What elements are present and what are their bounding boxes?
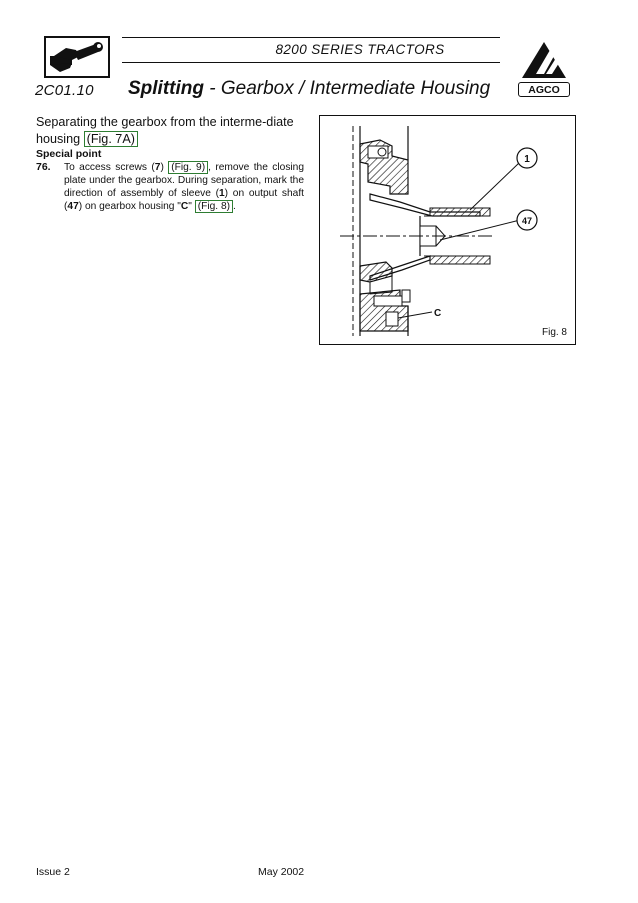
- shaft-ref: 47: [67, 201, 79, 212]
- step-text-part: , remove the closing plate under the gearbox. During separation, mark the direction of assembly of sleeve (: [64, 162, 305, 199]
- fig-7a-reference[interactable]: (Fig. 7A): [84, 131, 138, 147]
- intro-paragraph: [36, 114, 301, 148]
- intro-text: Separating the gearbox from the interme-diate housing: [36, 115, 294, 146]
- figure-caption: Fig. 8: [541, 327, 567, 338]
- callout-c: C: [434, 308, 442, 319]
- header-rule-top: [122, 37, 500, 38]
- footer-date: May 2002: [258, 866, 305, 878]
- figure-8: [319, 115, 576, 345]
- step-number: 76.: [36, 161, 51, 173]
- header-rule-bottom: [122, 62, 500, 63]
- callout-1: 1: [524, 154, 530, 165]
- fig-9-reference[interactable]: (Fig. 9): [168, 161, 208, 174]
- step-text-part: ) on gearbox housing ": [78, 201, 181, 212]
- agco-logo-text: AGCO: [518, 82, 570, 97]
- gearbox-drawing: [320, 116, 577, 346]
- series-title: 8200 SERIES TRACTORS: [275, 42, 445, 57]
- step-text-part: ): [160, 162, 169, 173]
- step-text-part: ": [188, 201, 195, 212]
- step-text: [64, 161, 304, 213]
- fig-8-reference[interactable]: (Fig. 8): [195, 200, 233, 213]
- wrench-hand-icon: [44, 36, 110, 78]
- step-text-part: ) on output shaft (: [64, 188, 304, 212]
- section-code: 2C01.10: [35, 82, 94, 99]
- heading-rest: - Gearbox / Intermediate Housing: [203, 78, 491, 99]
- sleeve-ref: 1: [219, 188, 225, 199]
- page-title: [128, 78, 490, 100]
- callout-47: 47: [521, 216, 533, 226]
- housing-ref: C: [180, 201, 189, 212]
- step-text-part: To access screws (: [64, 162, 155, 173]
- step-text-part: .: [233, 201, 236, 212]
- screw-ref: 7: [154, 162, 161, 173]
- special-point-heading: Special point: [36, 148, 102, 160]
- heading-bold: Splitting: [128, 78, 204, 99]
- footer-issue: Issue 2: [36, 866, 70, 878]
